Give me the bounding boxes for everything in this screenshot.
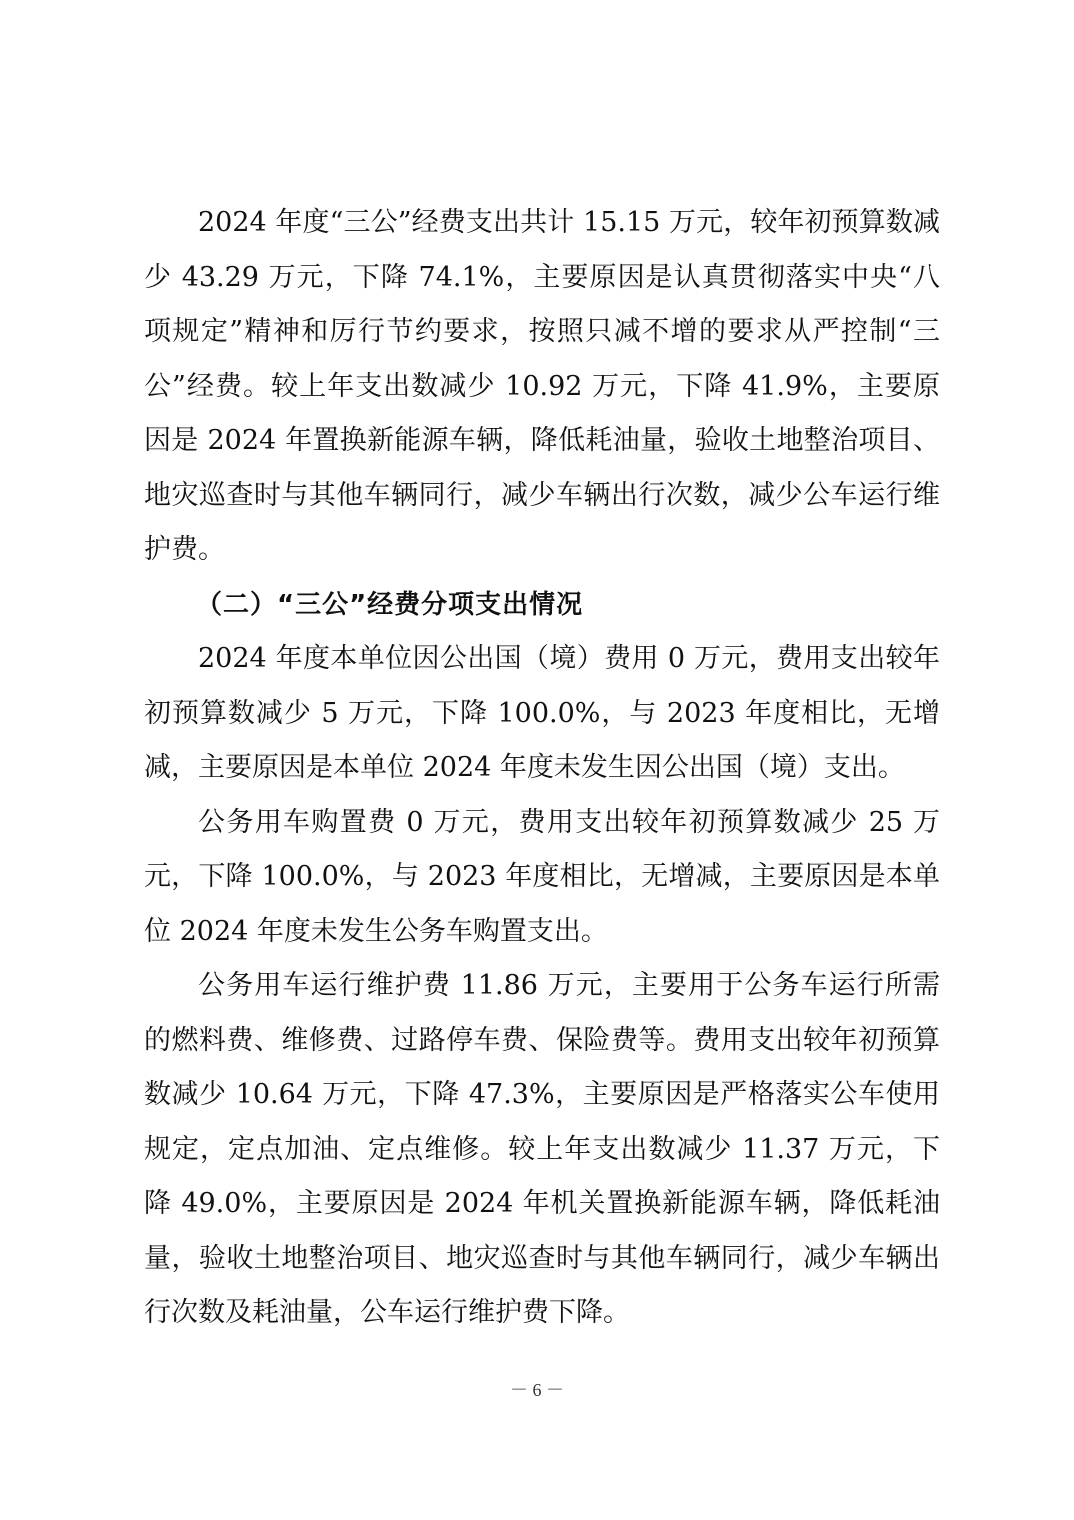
paragraph-summary: 2024 年度“三公”经费支出共计 15.15 万元，较年初预算数减少 43.29 万元，下降 74.1%，主要原因是认真贯彻落实中央“八项规定”精神和厉行节约要求，按照只减不增的要求从严控制“三公”经费。较上年支出数减少 10.92 万元，下降 41.9%，主要原因是 2024 年置换新能源车辆，降低耗油量，验收土地整治项目、地灾巡查时与其他车辆同行，减少车辆出行次数，减少公车运行维护费。 (144, 207, 940, 565)
paragraph-vehicle-maintenance: 公务用车运行维护费 11.86 万元，主要用于公务车运行所需的燃料费、维修费、过路停车费、保险费等。费用支出较年初预算数减少 10.64 万元，下降 47.3%，主要原因是严格落实公车使用规定，定点加油、定点维修。较上年支出数减少 11.37 万元，下降 49.0%，主要原因是 2024 年机关置换新能源车辆，降低耗油量，验收土地整治项目、地灾巡查时与其他车辆同行，减少车辆出行次数及耗油量，公车运行维护费下降。 (144, 970, 940, 1328)
paragraph-vehicle-purchase: 公务用车购置费 0 万元，费用支出较年初预算数减少 25 万元，下降 100.0%，与 2023 年度相比，无增减，主要原因是本单位 2024 年度未发生公务车购置支出。 (144, 806, 940, 947)
document-body (144, 196, 940, 1341)
page-number: － 6 － (510, 1380, 564, 1400)
section-heading: （二）“三公”经费分项支出情况 (196, 589, 584, 620)
paragraph-overseas-travel: 2024 年度本单位因公出国（境）费用 0 万元，费用支出较年初预算数减少 5 万元，下降 100.0%，与 2023 年度相比，无增减，主要原因是本单位 2024 年度未发生因公出国（境）支出。 (144, 643, 940, 783)
